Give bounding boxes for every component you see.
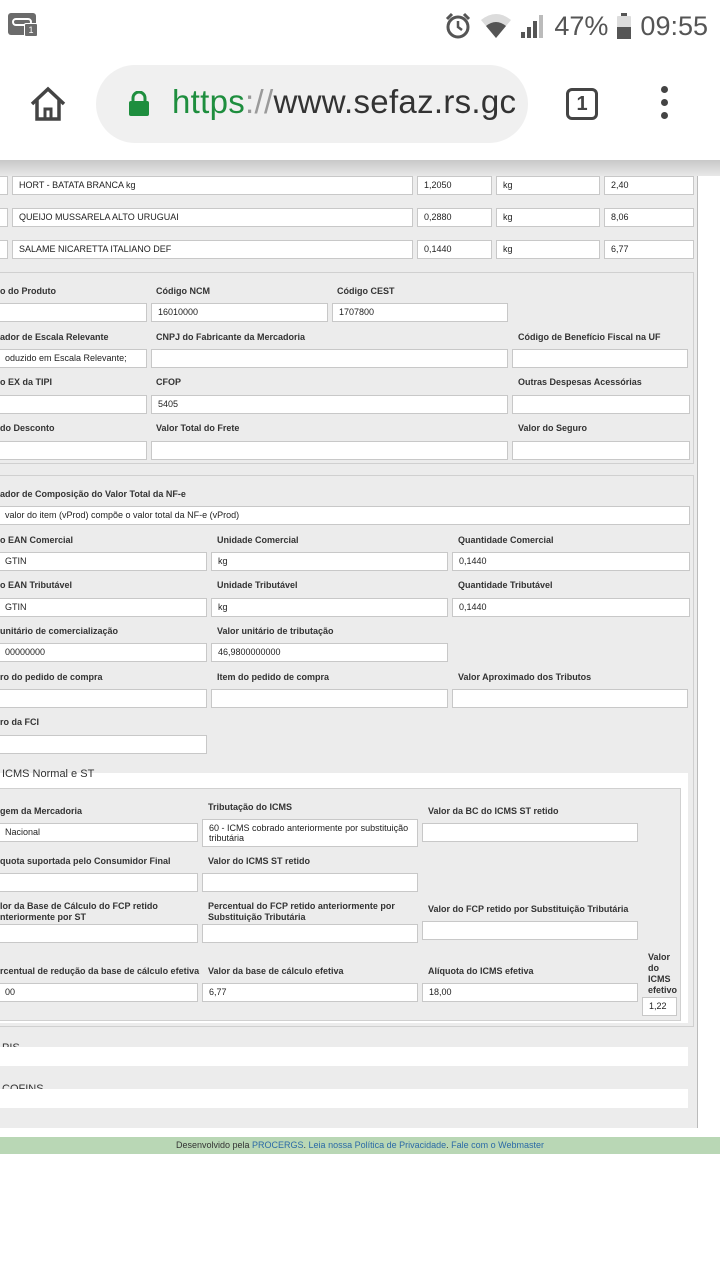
- pedido-compra-field[interactable]: [0, 689, 207, 708]
- seguro-label: Valor do Seguro: [518, 423, 588, 433]
- codigo-produto-label: o do Produto: [0, 286, 56, 296]
- item-quantity: 0,1440: [417, 240, 492, 259]
- outras-despesas-field[interactable]: [512, 395, 690, 414]
- overflow-menu-icon[interactable]: [658, 86, 670, 126]
- item-value: 2,40: [604, 176, 694, 195]
- voicemail-icon: [8, 13, 36, 35]
- item-value: 8,06: [604, 208, 694, 227]
- valor-unit-trib-field[interactable]: 46,9800000000: [211, 643, 448, 662]
- unidade-tributavel-label: Unidade Tributável: [217, 580, 298, 590]
- outras-despesas-label: Outras Despesas Acessórias: [518, 377, 642, 387]
- browser-toolbar: [0, 52, 720, 160]
- item-pedido-field[interactable]: [211, 689, 448, 708]
- ean-comercial-label: o EAN Comercial: [0, 535, 74, 545]
- aliquota-cf-label: quota suportada pelo Consumidor Final: [0, 856, 171, 866]
- procergs-link[interactable]: PROCERGS: [252, 1140, 304, 1150]
- item-unit: kg: [496, 176, 600, 195]
- valor-unit-com-label: unitário de comercialização: [0, 626, 119, 636]
- icms-efetivo-label: Valor do ICMS efetivo: [648, 952, 678, 995]
- valor-fcp-field[interactable]: [422, 921, 638, 940]
- battery-percent: 47%: [554, 10, 609, 41]
- voicemail-count: 1: [24, 23, 38, 37]
- aliquota-efetiva-field[interactable]: 18,00: [422, 983, 638, 1002]
- product-panel: [0, 272, 694, 464]
- composicao-field[interactable]: valor do item (vProd) compõe o valor total da NF-e (vProd): [0, 506, 690, 525]
- home-icon[interactable]: [28, 84, 68, 124]
- tributos-label: Valor Aproximado dos Tributos: [458, 672, 592, 682]
- unidade-comercial-label: Unidade Comercial: [217, 535, 299, 545]
- footer-prefix: Desenvolvido pela: [175, 1140, 253, 1150]
- quantidade-comercial-field[interactable]: 0,1440: [452, 552, 690, 571]
- seguro-field[interactable]: [512, 441, 690, 460]
- frete-field[interactable]: [151, 441, 508, 460]
- bc-efetiva-field[interactable]: 6,77: [202, 983, 418, 1002]
- bc-fcp-label: lor da Base de Cálculo do FCP retido nteriormente por ST: [0, 901, 158, 922]
- ean-tributavel-label: o EAN Tributável: [0, 580, 73, 590]
- pedido-compra-label: ro do pedido de compra: [0, 672, 103, 682]
- address-bar[interactable]: [96, 65, 528, 143]
- webmaster-link[interactable]: Fale com o Webmaster: [451, 1140, 545, 1150]
- lock-icon: [128, 91, 150, 117]
- page-footer: [0, 1137, 720, 1154]
- icms-section-title: ICMS Normal e ST: [2, 768, 95, 780]
- aliquota-cf-field[interactable]: [0, 873, 198, 892]
- privacy-policy-link[interactable]: Leia nossa Política de Privacidade: [308, 1140, 447, 1150]
- url-text: https://www.sefaz.rs.gc: [172, 83, 517, 120]
- ncm-label: Código NCM: [156, 286, 210, 296]
- pis-section-body: [0, 1047, 688, 1066]
- desconto-field[interactable]: [0, 441, 147, 460]
- perc-fcp-field[interactable]: [202, 924, 418, 943]
- beneficio-fiscal-label: Código de Benefício Fiscal na UF: [518, 332, 661, 342]
- icms-st-retido-label: Valor do ICMS ST retido: [208, 856, 311, 866]
- frete-label: Valor Total do Frete: [156, 423, 240, 433]
- perc-reducao-field[interactable]: 00: [0, 983, 198, 1002]
- item-description: SALAME NICARETTA ITALIANO DEF: [12, 240, 413, 259]
- cest-field[interactable]: 1707800: [332, 303, 508, 322]
- item-left-cell: [0, 176, 8, 195]
- item-pedido-label: Item do pedido de compra: [217, 672, 330, 682]
- clock: 09:55: [640, 10, 708, 41]
- valor-fcp-label: Valor do FCP retido por Substituição Tributária: [428, 904, 629, 914]
- footer-separator: .: [303, 1140, 309, 1150]
- tributacao-field[interactable]: 60 - ICMS cobrado anteriormente por substituição tributária: [202, 819, 418, 847]
- ex-tipi-field[interactable]: [0, 395, 147, 414]
- item-value: 6,77: [604, 240, 694, 259]
- status-bar: [0, 0, 720, 52]
- item-description: QUEIJO MUSSARELA ALTO URUGUAI: [12, 208, 413, 227]
- valor-unit-com-field[interactable]: 00000000: [0, 643, 207, 662]
- unidade-tributavel-field[interactable]: kg: [211, 598, 448, 617]
- quantidade-tributavel-label: Quantidade Tributável: [458, 580, 553, 590]
- origem-label: gem da Mercadoria: [0, 806, 83, 816]
- item-left-cell: [0, 240, 8, 259]
- alarm-icon: [444, 12, 472, 40]
- ncm-field[interactable]: 16010000: [151, 303, 328, 322]
- ex-tipi-label: o EX da TIPI: [0, 377, 53, 387]
- perc-fcp-label: Percentual do FCP retido anteriormente por Substituição Tributária: [208, 901, 395, 922]
- item-unit: kg: [496, 208, 600, 227]
- bc-icms-st-field[interactable]: [422, 823, 638, 842]
- cofins-section-body: [0, 1089, 688, 1108]
- quantidade-tributavel-field[interactable]: 0,1440: [452, 598, 690, 617]
- escala-field[interactable]: oduzido em Escala Relevante;: [0, 349, 147, 368]
- battery-icon: [616, 12, 632, 40]
- origem-field[interactable]: Nacional: [0, 823, 198, 842]
- ean-tributavel-field[interactable]: GTIN: [0, 598, 207, 617]
- valor-unit-trib-label: Valor unitário de tributação: [217, 626, 334, 636]
- item-quantity: 1,2050: [417, 176, 492, 195]
- toolbar-shadow: [0, 160, 720, 176]
- codigo-produto-field[interactable]: [0, 303, 147, 322]
- fci-label: ro da FCI: [0, 717, 40, 727]
- cnpj-fabricante-field[interactable]: [151, 349, 508, 368]
- cfop-field[interactable]: 5405: [151, 395, 508, 414]
- icms-st-retido-field[interactable]: [202, 873, 418, 892]
- footer-separator: .: [446, 1140, 452, 1150]
- bc-icms-st-label: Valor da BC do ICMS ST retido: [428, 806, 559, 816]
- wifi-icon: [480, 12, 512, 40]
- cnpj-fabricante-label: CNPJ do Fabricante da Mercadoria: [156, 332, 306, 342]
- nfe-page: [0, 176, 698, 1128]
- composicao-label: ador de Composição do Valor Total da NF-e: [0, 489, 186, 499]
- fci-field[interactable]: [0, 735, 207, 754]
- signal-icon: [520, 12, 546, 40]
- aliquota-efetiva-label: Alíquota do ICMS efetiva: [428, 966, 534, 976]
- escala-label: ador de Escala Relevante: [0, 332, 109, 342]
- bc-fcp-field[interactable]: [0, 924, 198, 943]
- ean-comercial-field[interactable]: GTIN: [0, 552, 207, 571]
- tab-switcher-button[interactable]: 1: [566, 88, 598, 120]
- item-quantity: 0,2880: [417, 208, 492, 227]
- bc-efetiva-label: Valor da base de cálculo efetiva: [208, 966, 344, 976]
- cest-label: Código CEST: [337, 286, 395, 296]
- icms-efetivo-field[interactable]: 1,22: [642, 997, 677, 1016]
- item-left-cell: [0, 208, 8, 227]
- quantidade-comercial-label: Quantidade Comercial: [458, 535, 554, 545]
- item-description: HORT - BATATA BRANCA kg: [12, 176, 413, 195]
- perc-reducao-label: rcentual de redução da base de cálculo efetiva: [0, 966, 200, 976]
- unidade-comercial-field[interactable]: kg: [211, 552, 448, 571]
- desconto-label: do Desconto: [0, 423, 55, 433]
- tributacao-label: Tributação do ICMS: [208, 802, 293, 812]
- tributos-field[interactable]: [452, 689, 688, 708]
- cfop-label: CFOP: [156, 377, 182, 387]
- item-unit: kg: [496, 240, 600, 259]
- beneficio-fiscal-field[interactable]: [512, 349, 688, 368]
